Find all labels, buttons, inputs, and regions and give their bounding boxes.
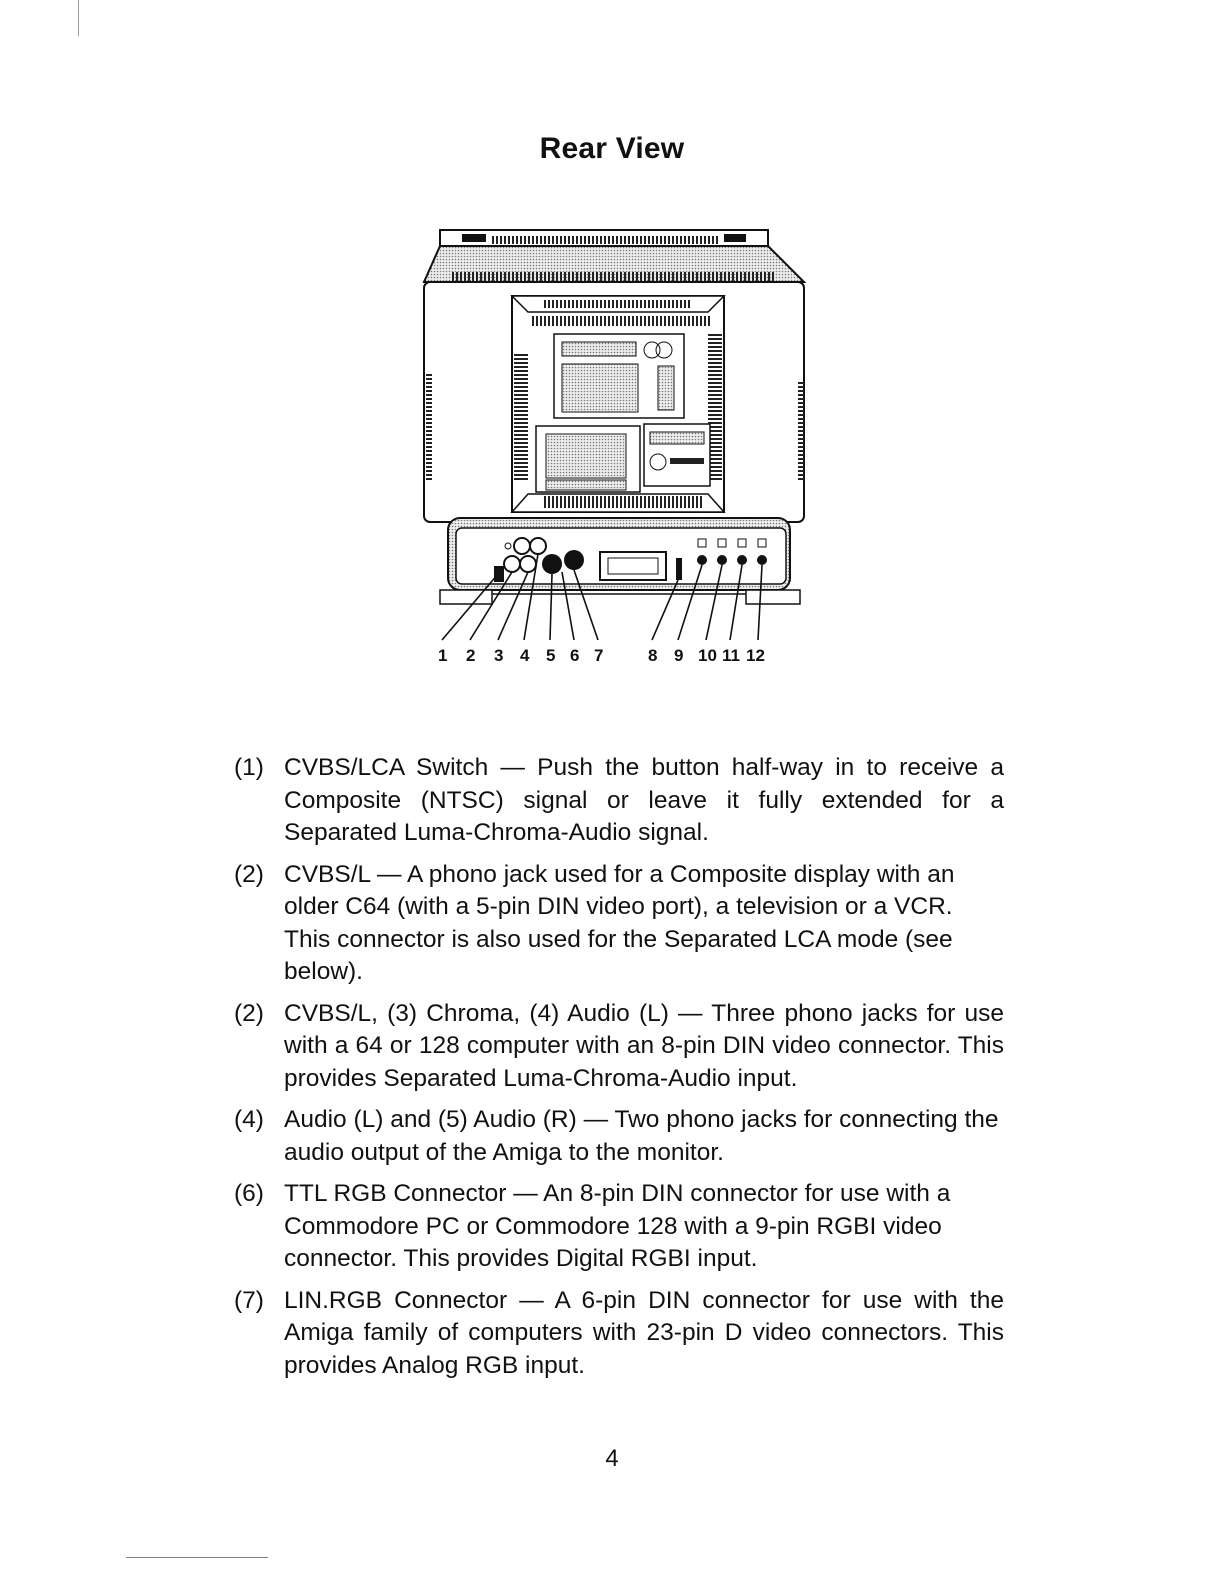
list-item xyxy=(234,859,1004,989)
item-text: CVBS/L — A phono jack used for a Composite display with an older C64 (with a 5-pin DIN video port), a television or a VCR. This connector is also used for the Separated LCA mode (see below). xyxy=(284,860,955,985)
list-item xyxy=(234,1178,1004,1276)
connector-description-list xyxy=(234,752,1004,1391)
callout-11: 11 xyxy=(722,646,740,665)
callout-8: 8 xyxy=(648,646,658,665)
list-item xyxy=(234,752,1004,850)
page-number: 4 xyxy=(605,1445,619,1472)
item-number: (1) xyxy=(234,754,264,781)
callout-5: 5 xyxy=(546,646,556,665)
callout-3: 3 xyxy=(494,646,504,665)
callout-12: 12 xyxy=(746,646,765,665)
callout-numbers xyxy=(0,646,1224,672)
callout-9: 9 xyxy=(674,646,684,665)
list-item xyxy=(234,1285,1004,1383)
rear-view-diagram xyxy=(412,222,812,672)
item-text: Audio (L) and (5) Audio (R) — Two phono jacks for connecting the audio output of the Amiga to the monitor. xyxy=(284,1106,999,1166)
callout-7: 7 xyxy=(594,646,604,665)
item-text: CVBS/LCA Switch — Push the button half-way in to receive a Composite (NTSC) signal or leave it fully extended for a Separated Luma-Chroma-Audio signal. xyxy=(284,754,1004,846)
item-number: (2) xyxy=(234,999,264,1027)
item-text: LIN.RGB Connector — A 6-pin DIN connector for use with the Amiga family of computers with 23-pin D video connectors. This provides Analog RGB input. xyxy=(284,1286,1004,1379)
callout-2: 2 xyxy=(466,646,476,665)
item-text: CVBS/L, (3) Chroma, (4) Audio (L) — Three phono jacks for use with a 64 or 128 computer with an 8-pin DIN video connector. This provides Separated Luma-Chroma-Audio input. xyxy=(284,999,1004,1092)
page-title: Rear View xyxy=(539,132,685,165)
item-text: TTL RGB Connector — An 8-pin DIN connector for use with a Commodore PC or Commodore 128 with a 9-pin RGBI video connector. This provides Digital RGBI input. xyxy=(284,1180,951,1272)
footer-rule xyxy=(126,1557,268,1558)
callout-4: 4 xyxy=(520,646,530,665)
callout-6: 6 xyxy=(570,646,580,665)
list-item xyxy=(234,998,1004,1096)
callout-1: 1 xyxy=(438,646,448,665)
item-number: (7) xyxy=(234,1286,264,1314)
item-number: (6) xyxy=(234,1180,264,1207)
list-item xyxy=(234,1104,1004,1169)
margin-mark xyxy=(78,0,79,36)
item-number: (4) xyxy=(234,1106,264,1133)
item-number: (2) xyxy=(234,860,264,888)
callout-10: 10 xyxy=(698,646,717,665)
